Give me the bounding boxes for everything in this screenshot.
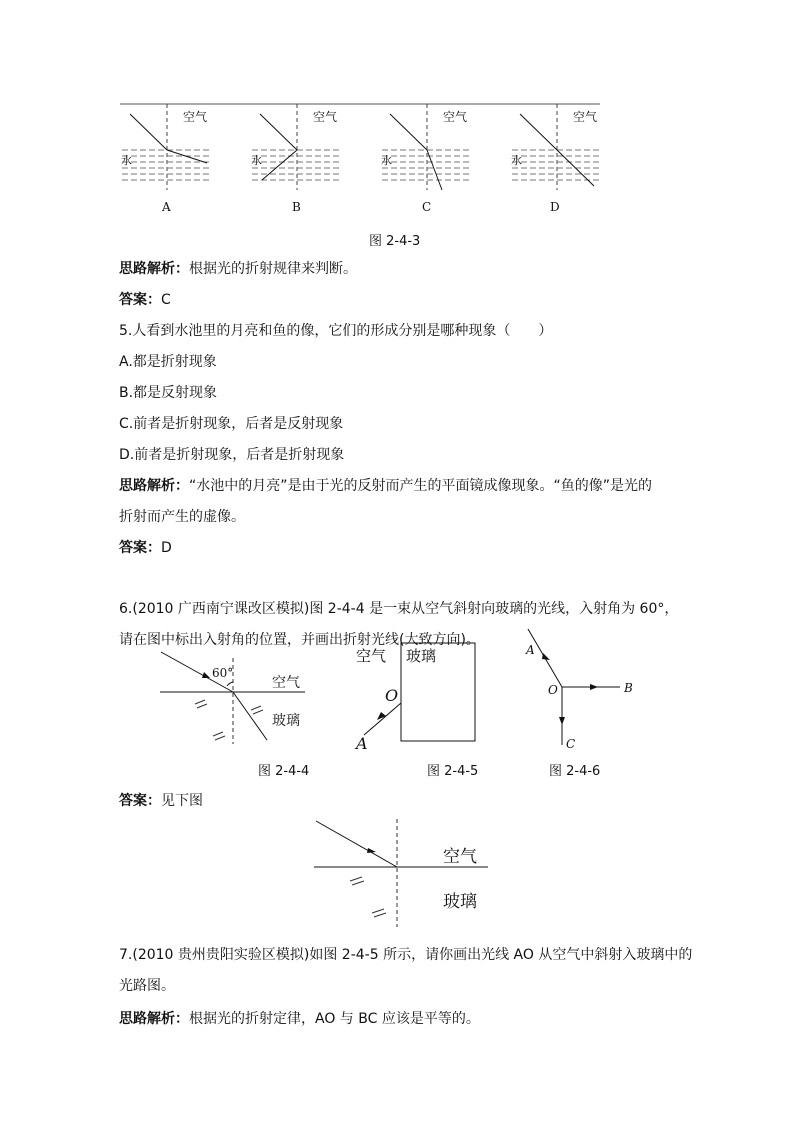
q6-answer-text: 见下图 <box>161 793 203 809</box>
q5-choice-b: B.都是反射现象 <box>119 385 218 401</box>
fig243-air-label-a: 空气 <box>183 110 208 124</box>
q4-answer-label: 答案： <box>119 292 161 308</box>
q6-answer <box>119 791 203 811</box>
fig243-air-label-d: 空气 <box>573 110 598 124</box>
fig243-air-label-b: 空气 <box>313 110 338 124</box>
fig246-point-a: A <box>526 643 535 657</box>
fig243-water-label-a: 水 <box>121 154 132 167</box>
fig243-option-d: D <box>550 200 560 214</box>
fig244-caption: 图 2-4-4 <box>258 764 310 779</box>
q5-choice-a: A.都是折射现象 <box>119 354 217 370</box>
q7-analysis <box>119 1009 480 1029</box>
fig243-option-b: B <box>292 200 301 214</box>
q4-analysis <box>119 259 357 279</box>
q5-answer <box>119 538 172 558</box>
figure-2-4-4 <box>155 648 315 748</box>
q4-answer-text: C <box>161 292 171 308</box>
q5-analysis <box>119 476 652 496</box>
q7-line2: 光路图。 <box>119 978 175 994</box>
q6-answer-label: 答案： <box>119 793 161 809</box>
fig244-angle-label: 60° <box>212 666 234 680</box>
fig243-option-a: A <box>162 200 171 214</box>
q5-answer-text: D <box>161 540 172 556</box>
q4-analysis-label: 思路解析： <box>119 261 189 277</box>
q6-line2: 请在图中标出入射角的位置，并画出折射光线(大致方向)。 <box>119 632 480 648</box>
answer-fig-glass-label: 玻璃 <box>443 892 477 912</box>
fig243-air-label-c: 空气 <box>443 110 468 124</box>
q5-choice-d: D.前者是折射现象，后者是折射现象 <box>119 447 345 463</box>
fig246-point-c: C <box>566 737 576 751</box>
fig246-caption: 图 2-4-6 <box>549 764 601 779</box>
q7-line1: 7.(2010 贵州贵阳实验区模拟)如图 2-4-5 所示，请你画出光线 AO 从空气中斜射入玻璃中的 <box>119 947 693 963</box>
fig246-point-o: O <box>548 683 558 697</box>
fig243-water-label-c: 水 <box>381 154 392 167</box>
q5-analysis-line1: “水池中的月亮”是由于光的反射而产生的平面镜成像现象。“鱼的像”是光的 <box>189 478 653 494</box>
fig245-point-a: A <box>356 734 368 753</box>
q6-line1: 6.(2010 广西南宁课改区模拟)图 2-4-4 是一束从空气斜射向玻璃的光线，入射角为 60°， <box>119 601 679 617</box>
q7-analysis-text: 根据光的折射定律，AO 与 BC 应该是平等的。 <box>189 1011 480 1027</box>
q5-question: 5.人看到水池里的月亮和鱼的像，它们的形成分别是哪种现象（ ） <box>119 323 553 339</box>
q5-choice-c: C.前者是折射现象，后者是反射现象 <box>119 416 344 432</box>
answer-fig-air-label: 空气 <box>443 847 477 867</box>
fig244-glass-label: 玻璃 <box>272 713 300 729</box>
fig243-water-label-d: 水 <box>511 154 522 167</box>
fig243-water-label-b: 水 <box>251 154 262 167</box>
q5-analysis-label: 思路解析： <box>119 478 189 494</box>
figure-2-4-6 <box>520 625 640 750</box>
fig246-point-b: B <box>624 681 633 695</box>
fig243-caption: 图 2-4-3 <box>369 234 421 249</box>
q4-analysis-text: 根据光的折射规律来判断。 <box>189 261 357 277</box>
q7-analysis-label: 思路解析： <box>119 1011 189 1027</box>
fig245-air-label: 空气 <box>356 647 387 665</box>
q5-analysis-line2: 折射而产生的虚像。 <box>119 509 245 525</box>
q5-answer-label: 答案： <box>119 540 161 556</box>
fig245-point-o: O <box>385 686 399 705</box>
fig243-option-c: C <box>422 200 432 214</box>
fig245-glass-label: 玻璃 <box>406 647 437 665</box>
fig245-caption: 图 2-4-5 <box>427 764 479 779</box>
answer-figure <box>310 815 490 930</box>
q4-answer <box>119 290 171 310</box>
fig244-air-label: 空气 <box>272 675 300 691</box>
